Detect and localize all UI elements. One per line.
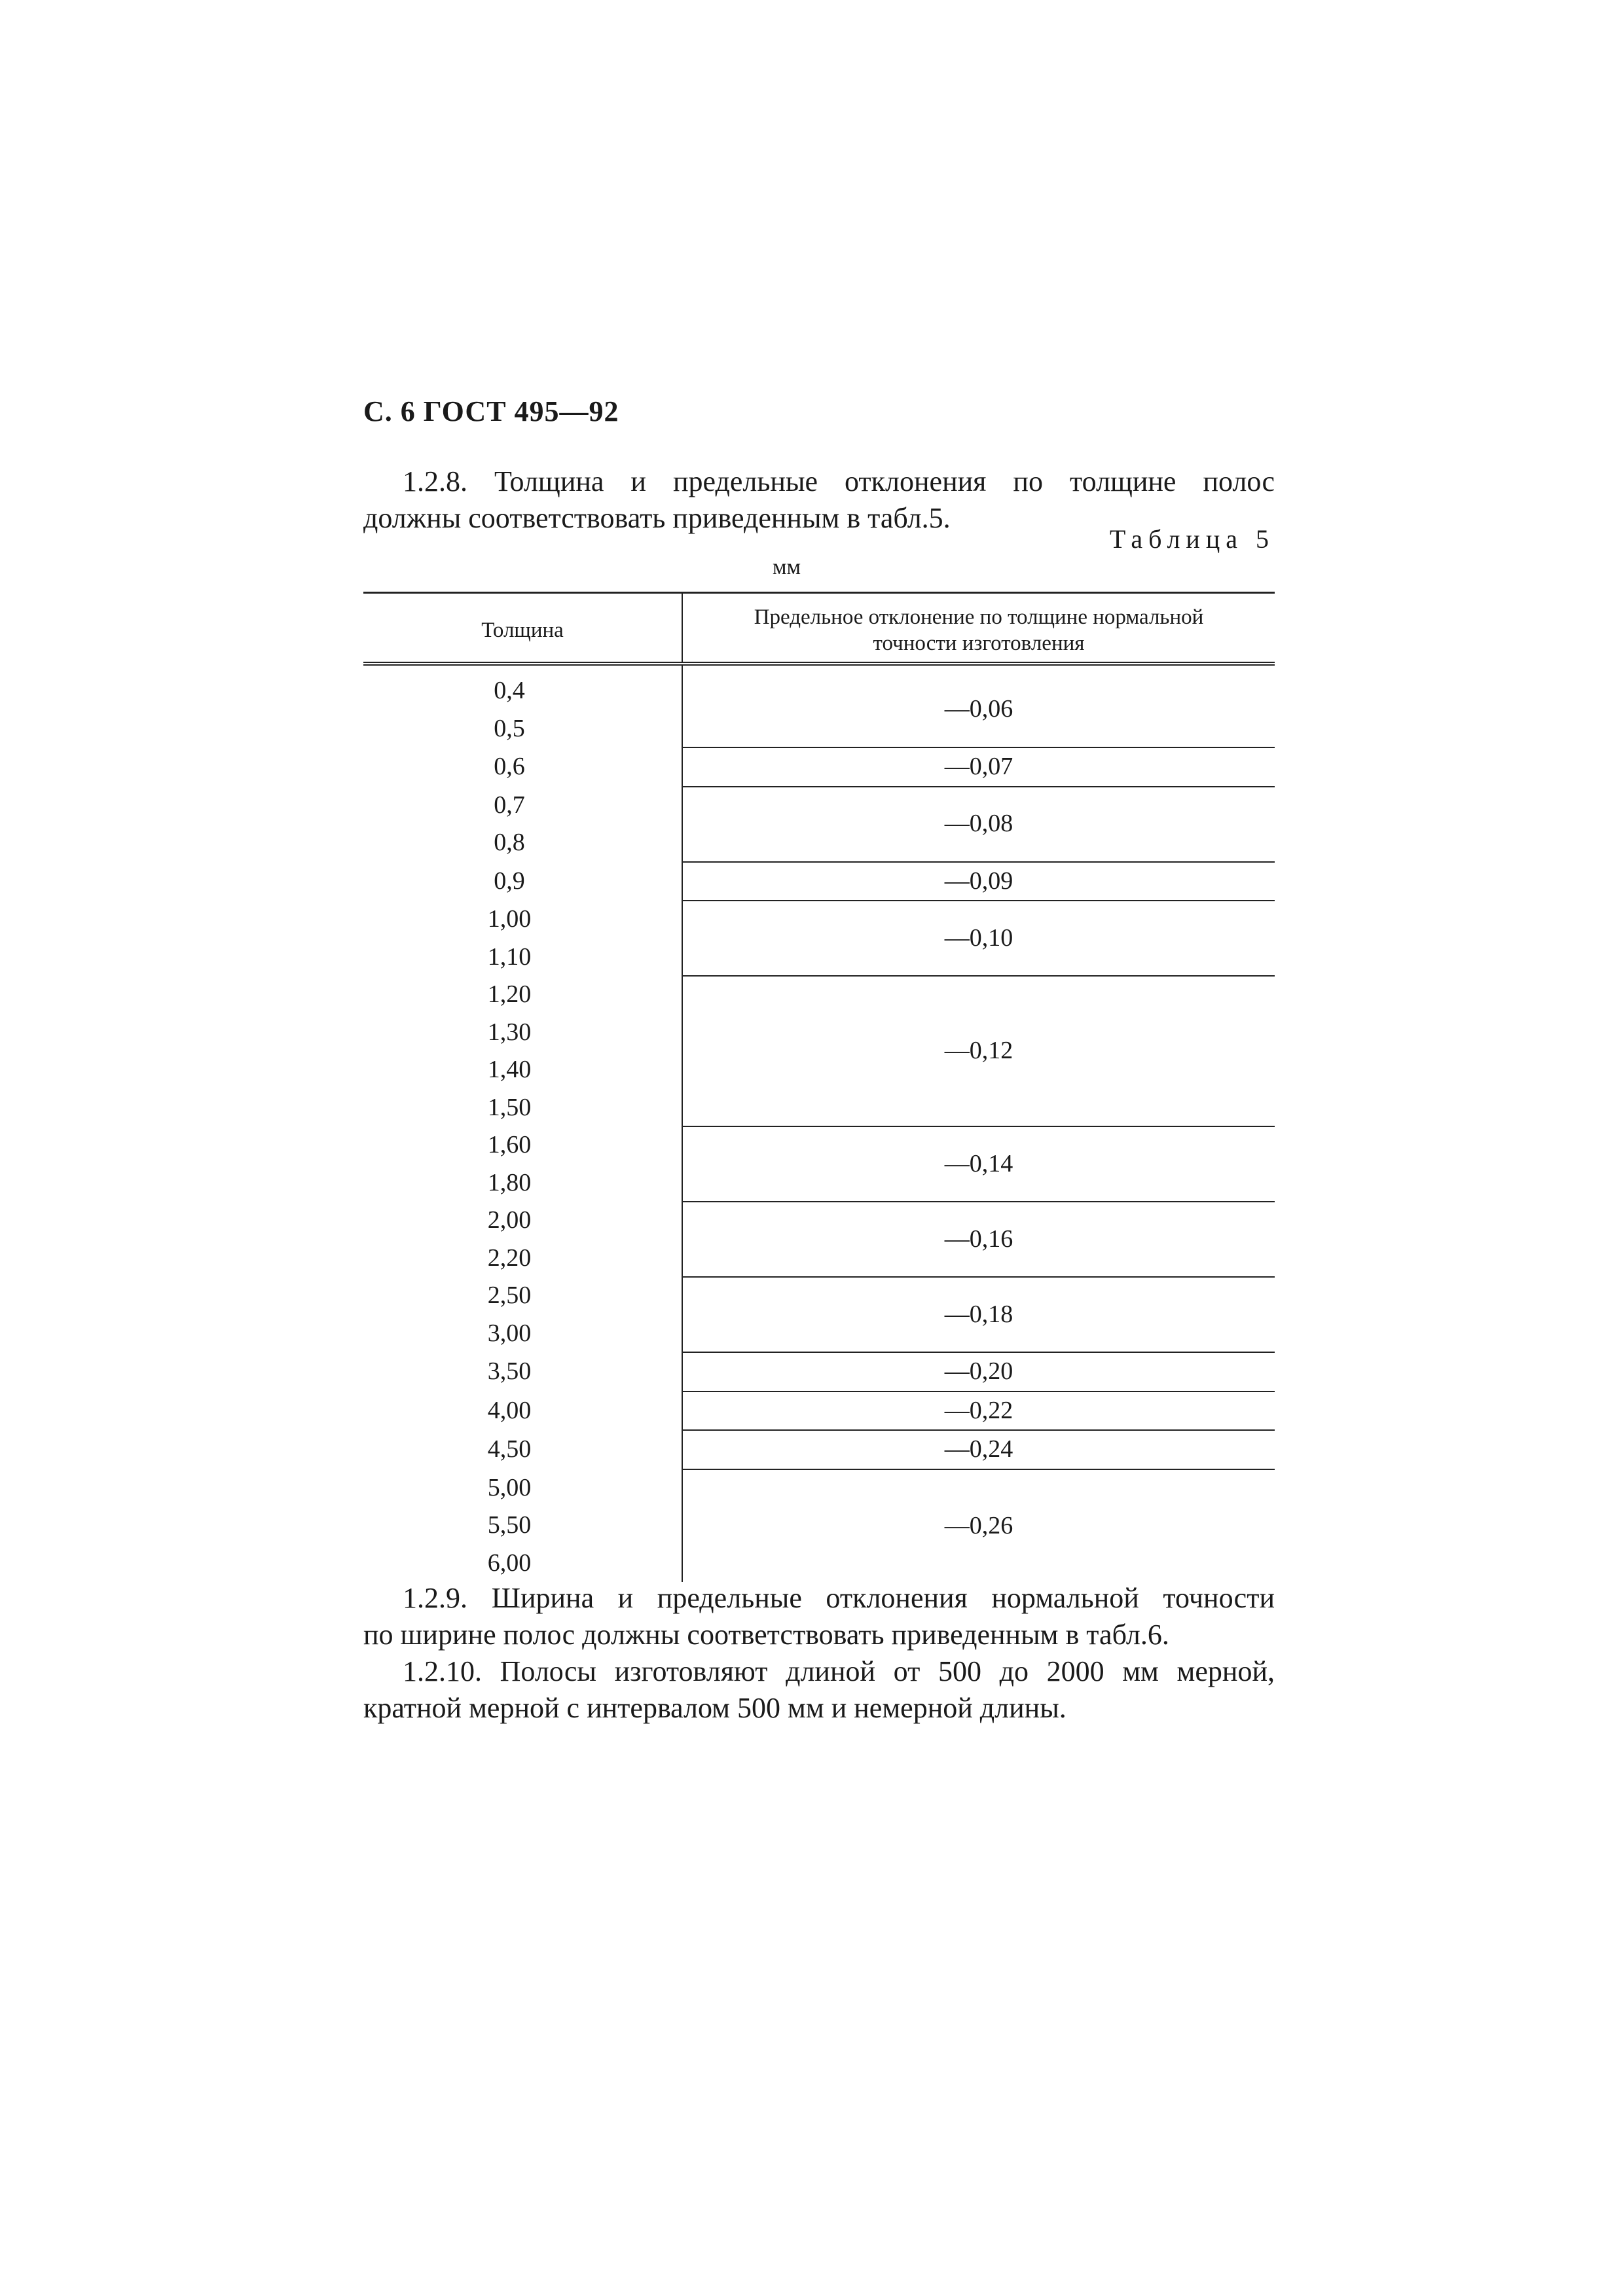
table-row [363,901,1275,939]
column-header-deviation [682,593,1275,664]
thickness-cell: 0,4 [363,664,682,710]
table-units: мм [773,555,801,579]
thickness-cell: 0,6 [363,747,682,787]
column-header-deviation-line1: Предельное отклонение по толщине нормальной [754,605,1204,629]
deviation-cell: —0,06 [944,695,1013,723]
thickness-cell: 2,00 [363,1202,682,1240]
thickness-cell: 1,10 [363,939,682,977]
paragraph-1-2-9 [363,1580,1275,1653]
table-body [363,664,1275,1582]
deviation-cell: —0,20 [682,1352,1275,1391]
deviation-cell: —0,09 [682,862,1275,901]
thickness-cell: 6,00 [363,1545,682,1583]
table-row [363,1430,1275,1469]
thickness-cell: 0,7 [363,787,682,825]
column-header-deviation-line2: точности изготовления [873,632,1085,655]
paragraph-1-2-10 [363,1653,1275,1727]
page-header: С. 6 ГОСТ 495—92 [363,395,619,427]
table-row [363,862,1275,901]
table-row [363,747,1275,787]
deviation-cell: —0,08 [682,787,1275,862]
table-row [363,1352,1275,1391]
thickness-cell: 1,60 [363,1126,682,1164]
deviation-cell: —0,10 [682,901,1275,976]
thickness-cell: 2,50 [363,1277,682,1315]
table-row [363,1391,1275,1431]
thickness-cell: 3,50 [363,1352,682,1391]
table-header-row [363,593,1275,664]
table-row [363,1126,1275,1164]
thickness-cell: 0,8 [363,824,682,862]
deviation-cell: —0,24 [682,1430,1275,1469]
thickness-cell: 0,9 [363,862,682,901]
thickness-cell: 1,80 [363,1164,682,1202]
deviation-cell: —0,26 [682,1469,1275,1583]
deviation-cell: —0,18 [682,1277,1275,1352]
deviation-cell: —0,14 [682,1126,1275,1202]
paragraph-line: должны соответствовать приведенным в табл.5. [363,502,951,534]
table-row [363,976,1275,1014]
thickness-cell: 1,20 [363,976,682,1014]
thickness-cell: 4,00 [363,1391,682,1431]
table-row [363,787,1275,825]
paragraph-line: кратной мерной с интервалом 500 мм и немерной длины. [363,1692,1067,1724]
deviation-cell: —0,12 [682,976,1275,1126]
paragraph-line: 1.2.9. Ширина и предельные отклонения нормальной точности [403,1582,1275,1614]
thickness-cell: 0,5 [363,710,682,748]
thickness-cell: 1,30 [363,1014,682,1052]
table-row [363,664,1275,710]
thickness-cell: 4,50 [363,1430,682,1469]
deviation-cell: —0,16 [682,1202,1275,1277]
thickness-cell: 1,50 [363,1089,682,1127]
paragraph-line: 1.2.10. Полосы изготовляют длиной от 500 до 2000 мм мерной, [403,1655,1275,1687]
table-row [363,1277,1275,1315]
thickness-cell: 1,00 [363,901,682,939]
table-title: Таблица 5 [1109,524,1275,554]
table-row [363,1469,1275,1507]
table-row [363,1202,1275,1240]
thickness-cell: 1,40 [363,1051,682,1089]
deviation-cell: —0,07 [682,747,1275,787]
thickness-cell: 5,00 [363,1469,682,1507]
column-header-thickness: Толщина [363,593,682,664]
thickness-deviation-table [363,592,1275,1582]
paragraph-line: по ширине полос должны соответствовать приведенным в табл.6. [363,1619,1169,1651]
thickness-cell: 2,20 [363,1240,682,1278]
paragraph-line: 1.2.8. Толщина и предельные отклонения по толщине полос [403,465,1275,497]
thickness-cell: 3,00 [363,1315,682,1353]
thickness-cell: 5,50 [363,1507,682,1545]
deviation-cell: —0,22 [682,1391,1275,1431]
